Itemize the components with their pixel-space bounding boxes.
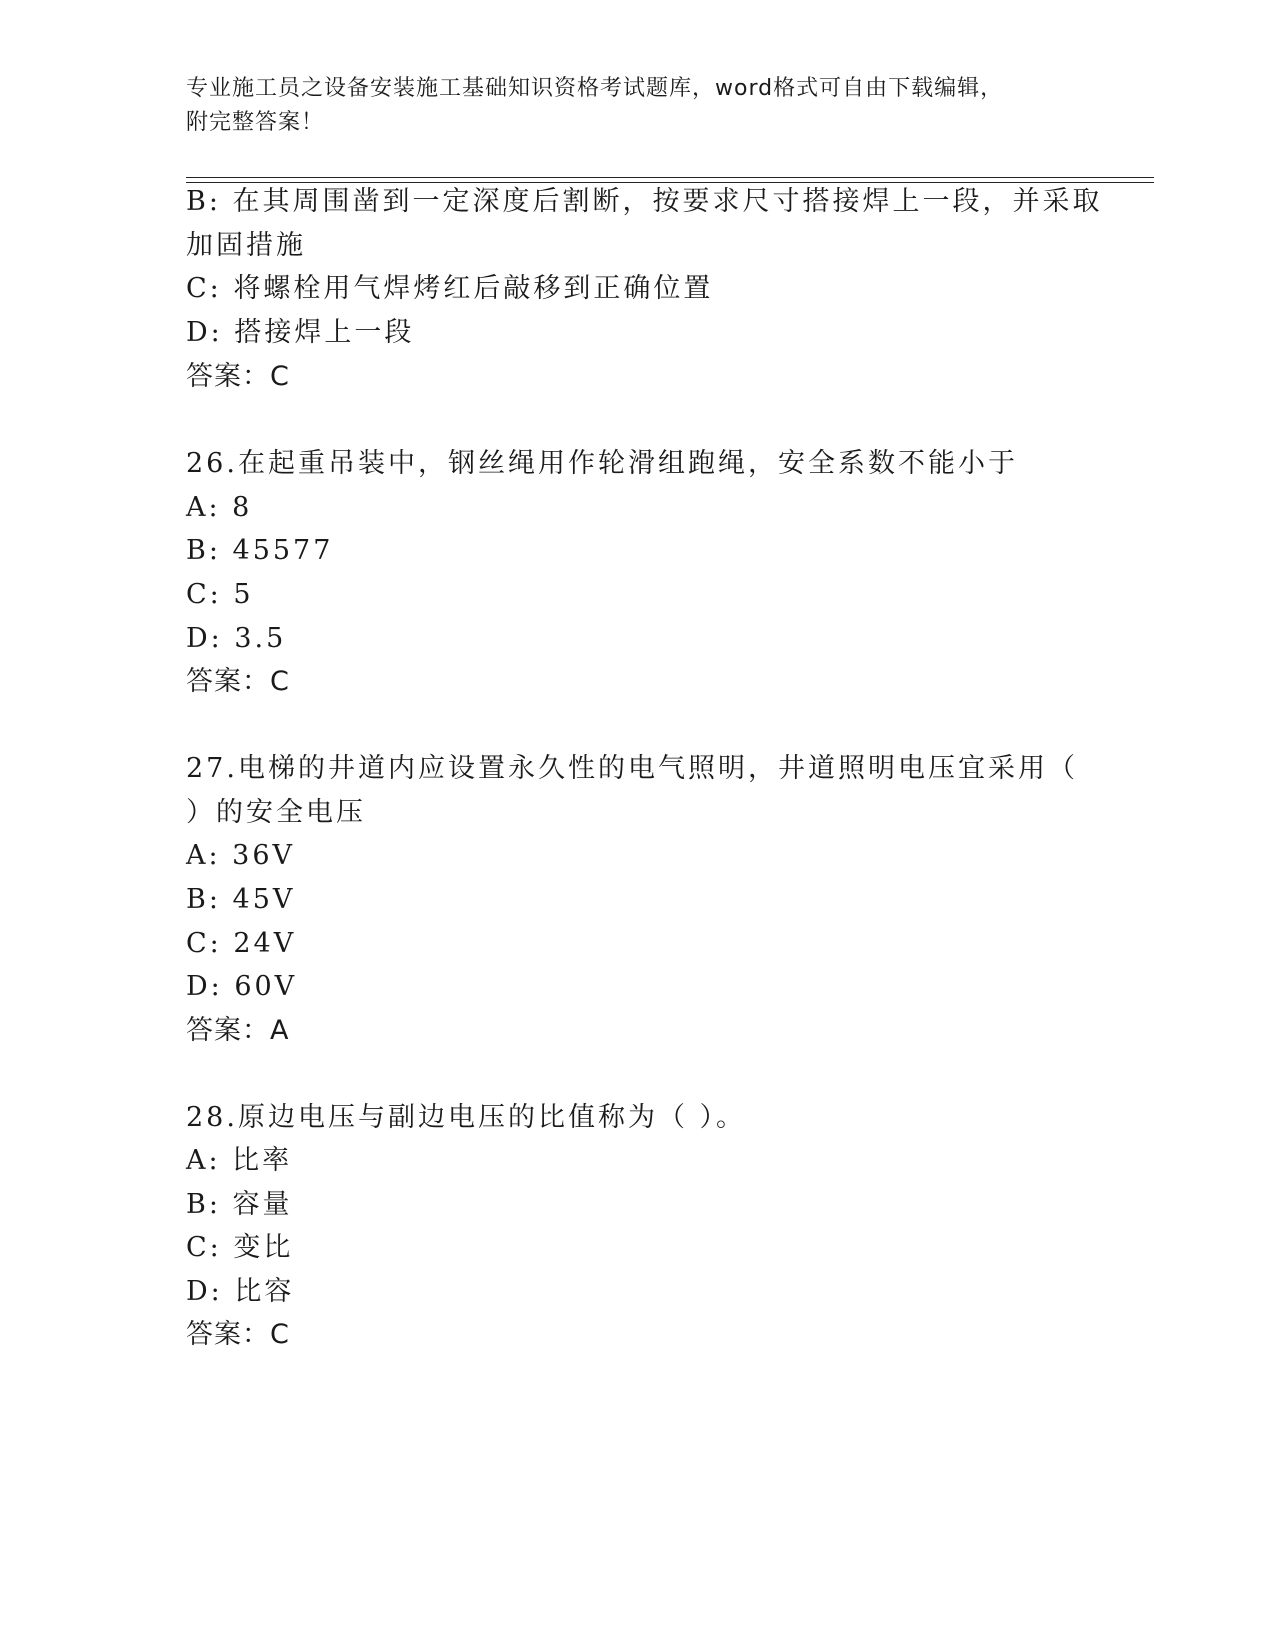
question-28-answer: 答案：C: [186, 1319, 290, 1350]
question-27-option-b: B: 45V: [186, 884, 296, 915]
question-27-option-d: D: 60V: [186, 971, 298, 1002]
header-divider-top: [186, 177, 1154, 178]
question-28-option-c: C: 变比: [186, 1232, 294, 1263]
question-26-answer: 答案：C: [186, 666, 290, 697]
option-d-text: D: 搭接焊上一段: [186, 317, 415, 348]
header-title-line-2: 附完整答案！: [186, 110, 325, 135]
question-26-option-d: D: 3.5: [186, 623, 287, 654]
option-c-text: C: 将螺栓用气焊烤红后敲移到正确位置: [186, 273, 714, 304]
header-divider-bottom: [186, 182, 1154, 183]
question-28-option-a: A: 比率: [186, 1145, 293, 1176]
document-header: [186, 72, 1066, 140]
question-27-option-c: C: 24V: [186, 928, 297, 959]
question-26-text: 26.在起重吊装中，钢丝绳用作轮滑组跑绳，安全系数不能小于: [186, 448, 1018, 479]
option-b-text: B: 在其周围凿到一定深度后割断，按要求尺寸搭接焊上一段，并采取: [186, 186, 1103, 217]
question-26-option-c: C: 5: [186, 579, 254, 610]
answer-text: 答案：C: [186, 361, 290, 392]
question-26-option-a: A: 8: [186, 492, 253, 523]
question-26-option-b: B: 45577: [186, 535, 334, 566]
header-title-line-1: 专业施工员之设备安装施工基础知识资格考试题库，word格式可自由下载编辑，: [186, 76, 1004, 101]
question-27-text-continued: ）的安全电压: [186, 797, 366, 828]
question-27-text: 27.电梯的井道内应设置永久性的电气照明，井道照明电压宜采用（: [186, 753, 1078, 784]
question-27-answer: 答案：A: [186, 1015, 290, 1046]
question-28-text: 28.原边电压与副边电压的比值称为（ ）。: [186, 1102, 747, 1133]
question-28-option-b: B: 容量: [186, 1189, 293, 1220]
option-b-text-continued: 加固措施: [186, 230, 306, 261]
question-27-option-a: A: 36V: [186, 840, 296, 871]
question-28-option-d: D: 比容: [186, 1276, 295, 1307]
